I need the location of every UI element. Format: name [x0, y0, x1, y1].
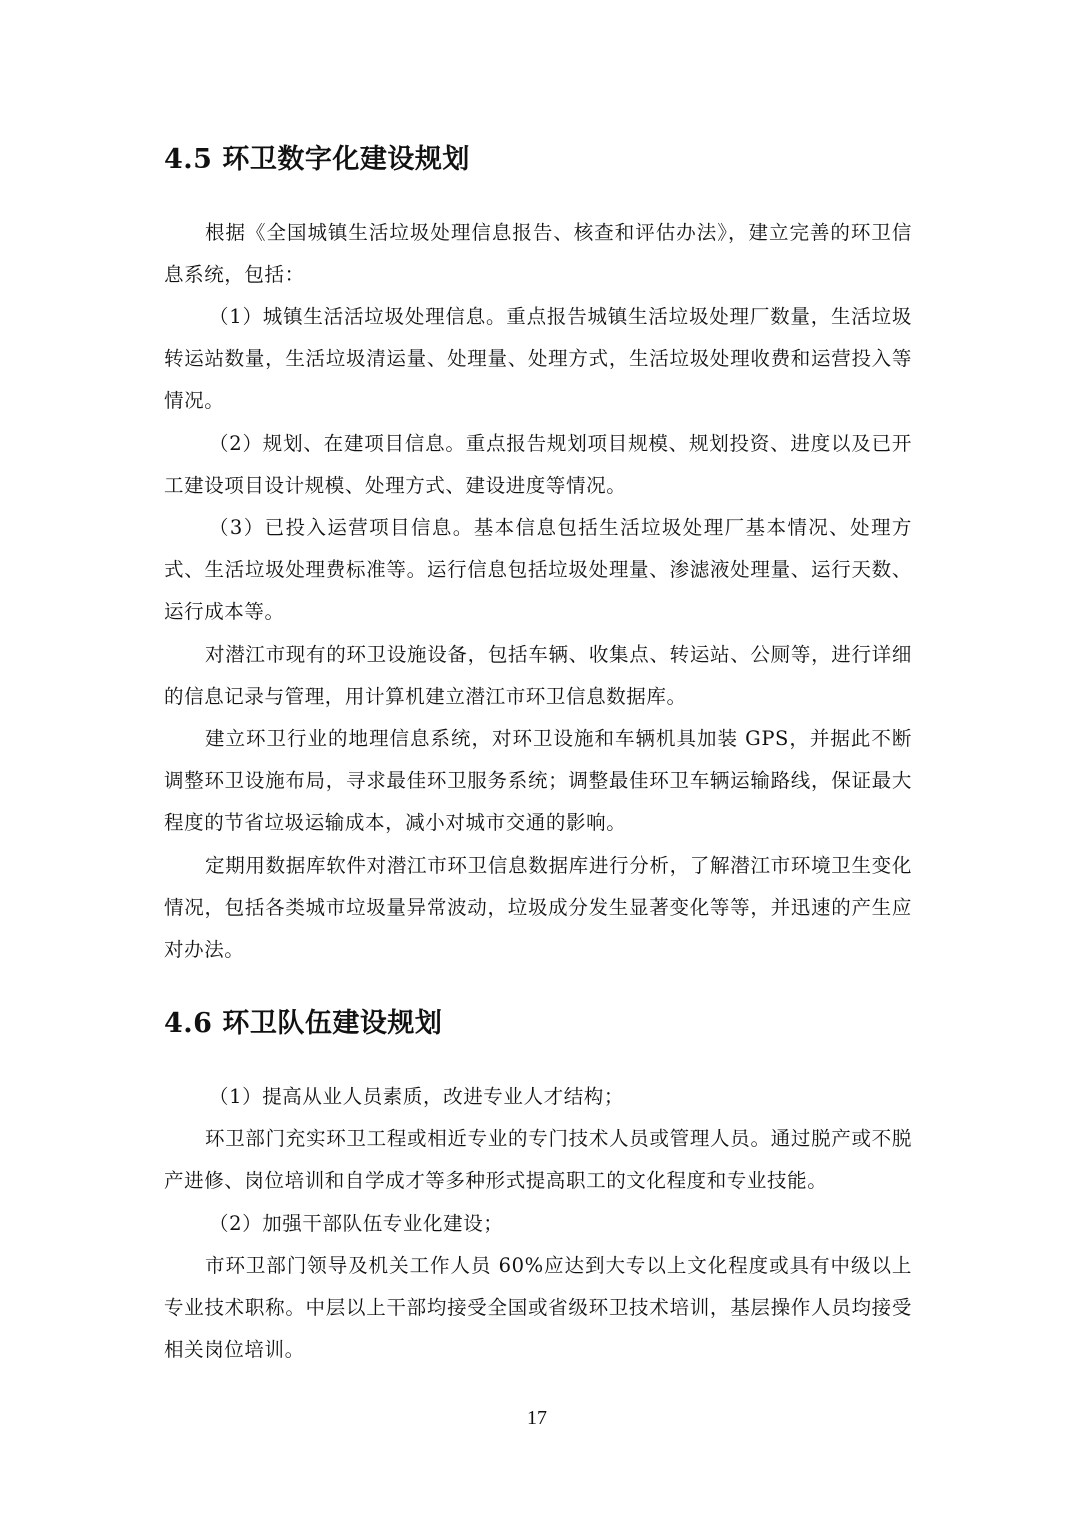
- list-item-paragraph: （1）城镇生活活垃圾处理信息。重点报告城镇生活垃圾处理厂数量，生活垃圾转运站数量，生活垃圾清运量、处理量、处理方式，生活垃圾处理收费和运营投入等情况。: [164, 305, 912, 413]
- list-item-paragraph: （3）已投入运营项目信息。基本信息包括生活垃圾处理厂基本情况、处理方式、生活垃圾处理费标准等。运行信息包括垃圾处理量、渗滤液处理量、运行天数、运行成本等。: [164, 516, 912, 624]
- paragraph: 定期用数据库软件对潜江市环卫信息数据库进行分析，了解潜江市环境卫生变化情况，包括各类城市垃圾量异常波动，垃圾成分发生显著变化等等，并迅速的产生应对办法。: [164, 854, 912, 962]
- section-heading-4-6: 4.6 环卫队伍建设规划: [164, 1008, 443, 1039]
- paragraph: 建立环卫行业的地理信息系统，对环卫设施和车辆机具加装 GPS，并据此不断调整环卫设施布局，寻求最佳环卫服务系统；调整最佳环卫车辆运输路线，保证最大程度的节省垃圾运输成本，减小对城市交通的影响。: [164, 727, 912, 835]
- list-item-paragraph: （2）加强干部队伍专业化建设；: [209, 1212, 504, 1235]
- list-item-paragraph: （1）提高从业人员素质，改进专业人才结构；: [209, 1085, 625, 1108]
- page-number: 17: [527, 1407, 547, 1429]
- list-item-paragraph: （2）规划、在建项目信息。重点报告规划项目规模、规划投资、进度以及已开工建设项目设计规模、处理方式、建设进度等情况。: [164, 432, 912, 498]
- paragraph: 根据《全国城镇生活垃圾处理信息报告、核查和评估办法》，建立完善的环卫信息系统，包括：: [164, 221, 912, 287]
- section-heading-4-5: 4.5 环卫数字化建设规划: [164, 144, 470, 175]
- paragraph: 市环卫部门领导及机关工作人员 60%应达到大专以上文化程度或具有中级以上专业技术职称。中层以上干部均接受全国或省级环卫技术培训，基层操作人员均接受相关岗位培训。: [164, 1254, 912, 1362]
- paragraph: 环卫部门充实环卫工程或相近专业的专门技术人员或管理人员。通过脱产或不脱产进修、岗位培训和自学成才等多种形式提高职工的文化程度和专业技能。: [164, 1127, 912, 1193]
- paragraph: 对潜江市现有的环卫设施设备，包括车辆、收集点、转运站、公厕等，进行详细的信息记录与管理，用计算机建立潜江市环卫信息数据库。: [164, 643, 912, 709]
